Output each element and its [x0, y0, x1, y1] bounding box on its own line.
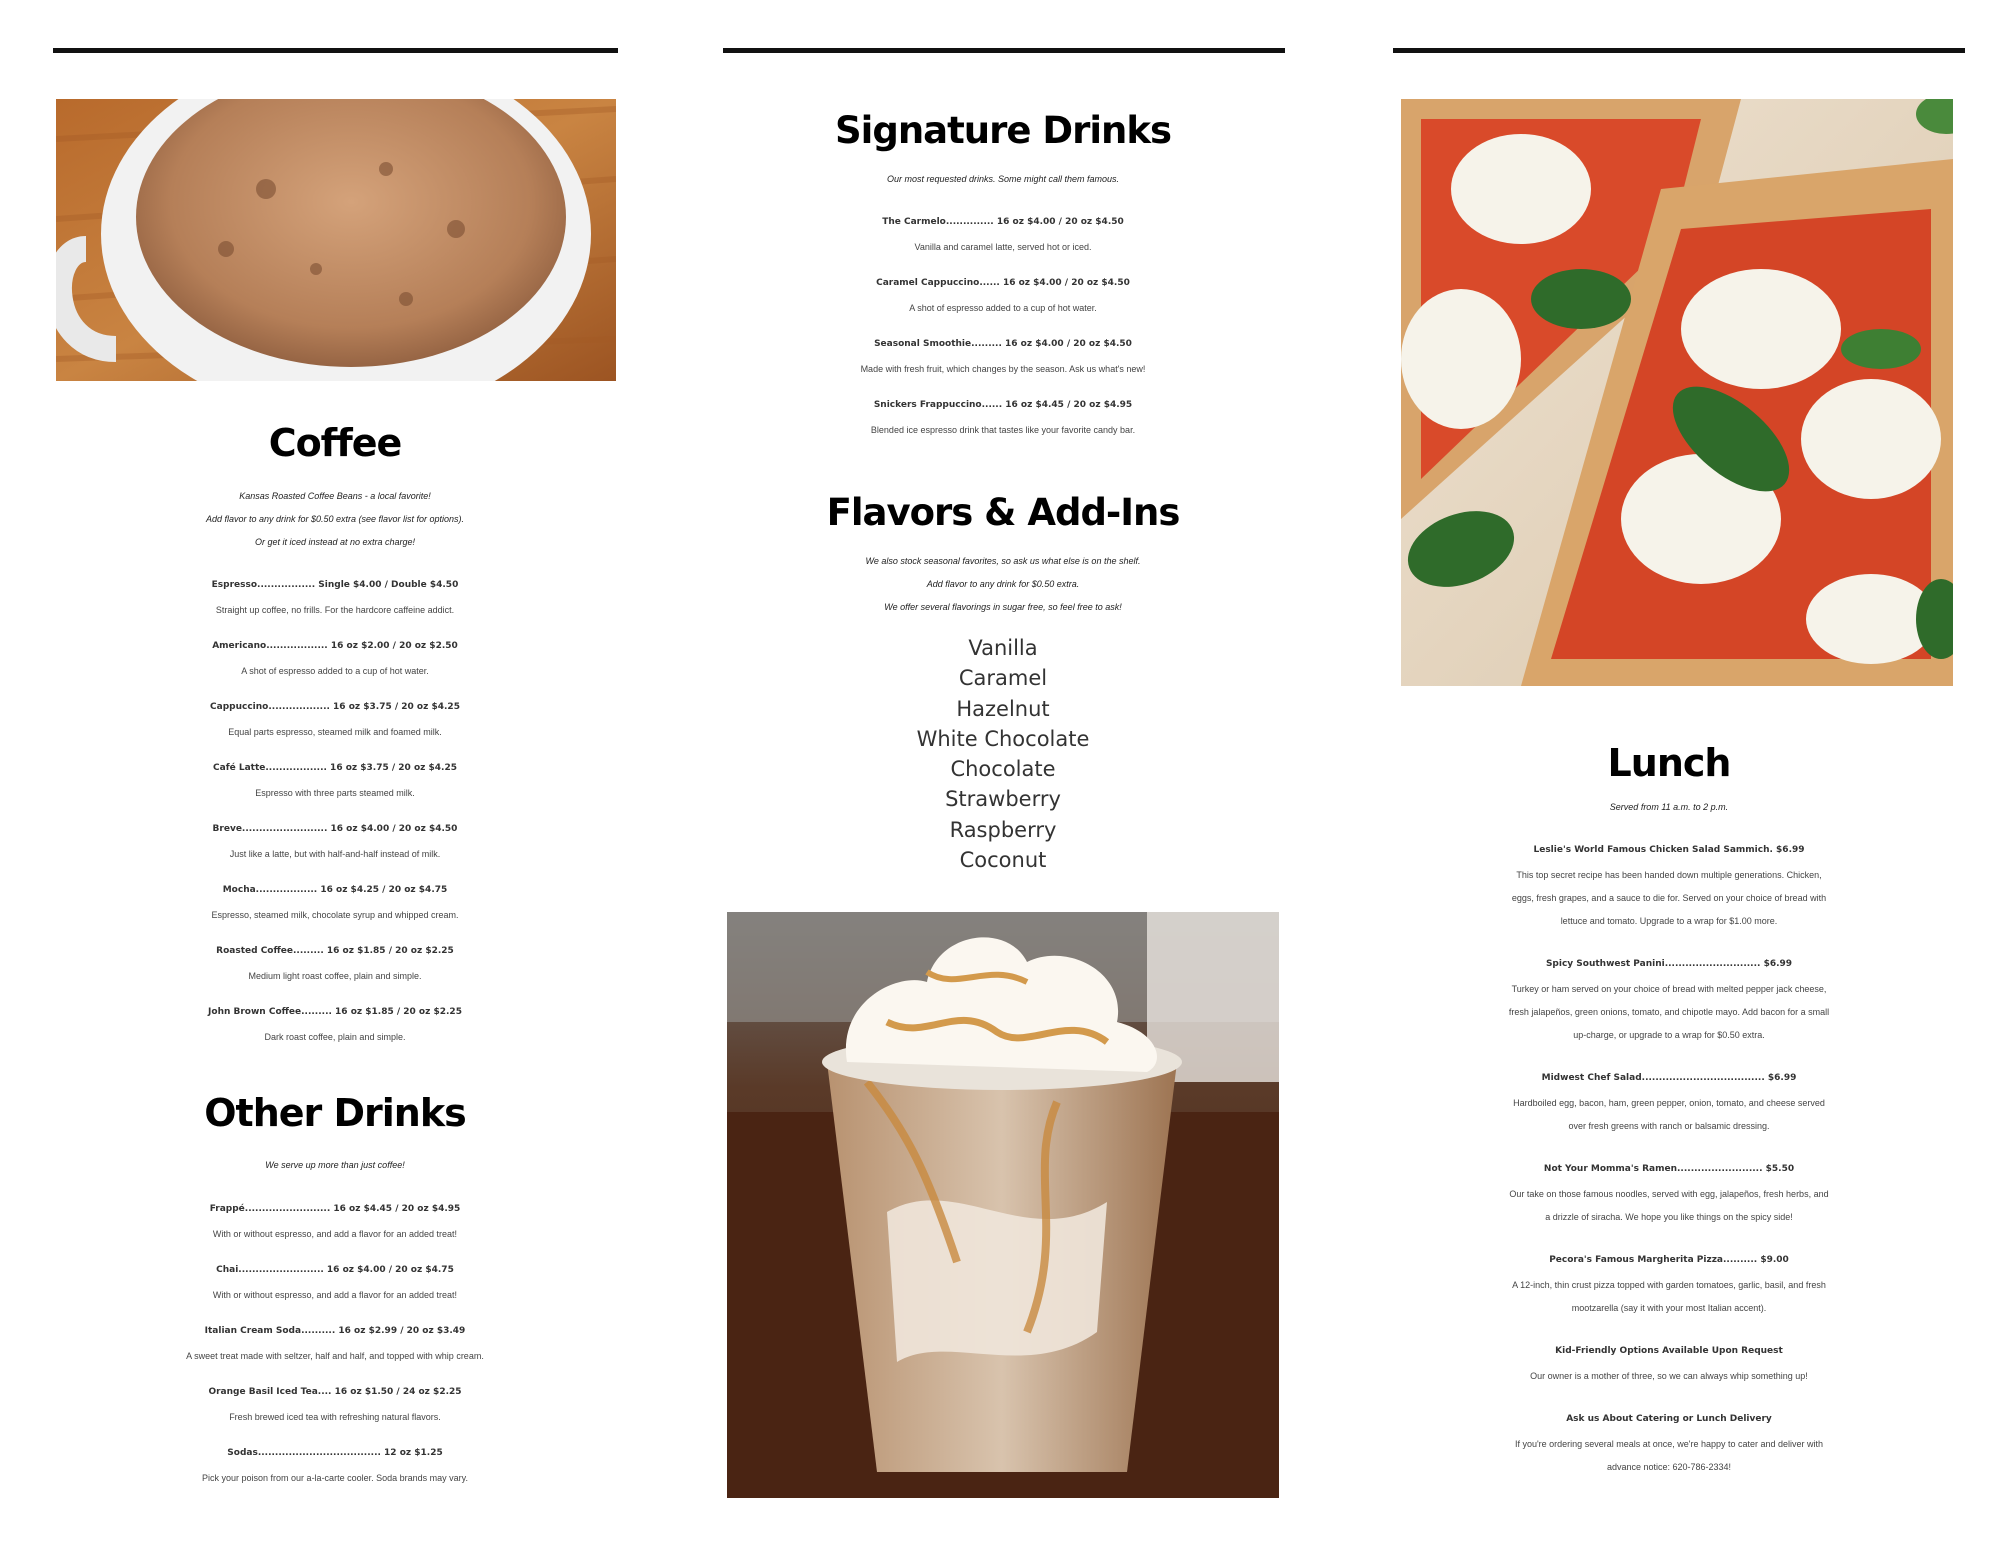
- intro-line: We offer several flavorings in sugar free, so feel free to ask!: [884, 602, 1122, 612]
- item-desc: Just like a latte, but with half-and-half instead of milk.: [229, 849, 441, 859]
- menu-item: [1338, 1155, 2000, 1229]
- item-desc: Vanilla and caramel latte, served hot or iced.: [914, 242, 1092, 252]
- item-desc: [1338, 978, 2000, 1047]
- flavor-item: Strawberry: [945, 787, 1061, 812]
- item-desc: [1338, 1183, 2000, 1229]
- menu-item: [668, 330, 1338, 381]
- item-name: Americano.................. 16 oz $2.00 / 20 oz $2.50: [212, 641, 458, 651]
- intro-line: We also stock seasonal favorites, so ask us what else is on the shelf.: [865, 556, 1141, 566]
- coffee-intro: [0, 485, 670, 554]
- item-name: Roasted Coffee......... 16 oz $1.85 / 20 oz $2.25: [216, 946, 454, 956]
- flavor-item: Hazelnut: [956, 696, 1050, 721]
- desc-line: lettuce and tomato. Upgrade to a wrap for $1.00 more.: [1560, 916, 1778, 926]
- item-name: Cappuccino.................. 16 oz $3.75 / 20 oz $4.25: [210, 702, 460, 712]
- flavors-title: Flavors & Add-Ins: [826, 491, 1180, 534]
- menu-item: [1338, 836, 2000, 933]
- menu-item: [1338, 1064, 2000, 1138]
- item-name: Midwest Chef Salad.................................... $6.99: [1541, 1073, 1797, 1083]
- menu-item: [0, 1256, 670, 1307]
- item-name: Caramel Cappuccino...... 16 oz $4.00 / 20 oz $4.50: [876, 278, 1130, 288]
- item-name: Frappé......................... 16 oz $4.45 / 20 oz $4.95: [209, 1204, 461, 1214]
- menu-item: [1338, 1405, 2000, 1479]
- coffee-column: [0, 0, 670, 1550]
- menu-item: [0, 632, 670, 683]
- desc-line: A 12-inch, thin crust pizza topped with garden tomatoes, garlic, basil, and fresh: [1512, 1280, 1826, 1290]
- lunch-intro: [1338, 796, 2000, 819]
- flavor-list: [668, 633, 1338, 875]
- menu-item: [668, 269, 1338, 320]
- item-name: Café Latte.................. 16 oz $3.75 / 20 oz $4.25: [213, 763, 457, 773]
- caramel-frappe-photo: [727, 912, 1279, 1498]
- top-rule: [1393, 48, 1965, 53]
- desc-line: fresh jalapeños, green onions, tomato, and chipotle mayo. Add bacon for a small: [1508, 1007, 1830, 1017]
- item-name: Seasonal Smoothie......... 16 oz $4.00 / 20 oz $4.50: [874, 339, 1132, 349]
- item-desc: A sweet treat made with seltzer, half and half, and topped with whip cream.: [186, 1351, 484, 1361]
- menu-item: [668, 391, 1338, 442]
- top-rule: [723, 48, 1285, 53]
- item-desc: [1338, 1433, 2000, 1479]
- menu-item: [0, 754, 670, 805]
- signature-intro: [668, 168, 1338, 191]
- desc-line: Our owner is a mother of three, so we can always whip something up!: [1530, 1371, 1808, 1381]
- flavor-item: White Chocolate: [916, 726, 1090, 751]
- item-desc: [1338, 1092, 2000, 1138]
- item-name: John Brown Coffee......... 16 oz $1.85 / 20 oz $2.25: [208, 1007, 462, 1017]
- menu-item: [0, 876, 670, 927]
- item-desc: With or without espresso, and add a flavor for an added treat!: [212, 1290, 458, 1300]
- desc-line: This top secret recipe has been handed down multiple generations. Chicken,: [1516, 870, 1822, 880]
- lunch-title: Lunch: [1607, 741, 1731, 785]
- desc-line: eggs, fresh grapes, and a sauce to die for. Served on your choice of bread with: [1511, 893, 1827, 903]
- item-name: Snickers Frappuccino...... 16 oz $4.45 / 20 oz $4.95: [873, 400, 1133, 410]
- coffee-cup-photo: [56, 99, 616, 381]
- menu-item: [1338, 1246, 2000, 1320]
- item-name: Leslie's World Famous Chicken Salad Sammich. $6.99: [1533, 845, 1805, 855]
- item-name: Orange Basil Iced Tea.... 16 oz $1.50 / 24 oz $2.25: [208, 1387, 462, 1397]
- signature-column: [668, 0, 1338, 1550]
- intro-line: Our most requested drinks. Some might call them famous.: [886, 174, 1120, 184]
- intro-line: Add flavor to any drink for $0.50 extra.: [926, 579, 1080, 589]
- item-desc: Straight up coffee, no frills. For the hardcore caffeine addict.: [215, 605, 455, 615]
- item-desc: [1338, 1365, 2000, 1388]
- desc-line: up-charge, or upgrade to a wrap for $0.50 extra.: [1573, 1030, 1765, 1040]
- item-name: Chai......................... 16 oz $4.00 / 20 oz $4.75: [216, 1265, 454, 1275]
- item-desc: Pick your poison from our a-la-carte cooler. Soda brands may vary.: [202, 1473, 468, 1483]
- menu-item: [0, 937, 670, 988]
- menu-item: [0, 998, 670, 1049]
- intro-line: Served from 11 a.m. to 2 p.m.: [1609, 802, 1729, 812]
- desc-line: Turkey or ham served on your choice of bread with melted pepper jack cheese,: [1511, 984, 1827, 994]
- item-desc: With or without espresso, and add a flavor for an added treat!: [212, 1229, 458, 1239]
- item-name: Not Your Momma's Ramen......................... $5.50: [1543, 1164, 1795, 1174]
- desc-line: over fresh greens with ranch or balsamic dressing.: [1568, 1121, 1770, 1131]
- top-rule: [53, 48, 618, 53]
- item-desc: Espresso, steamed milk, chocolate syrup and whipped cream.: [211, 910, 459, 920]
- item-name: Ask us About Catering or Lunch Delivery: [1566, 1414, 1772, 1424]
- item-name: Spicy Southwest Panini............................ $6.99: [1545, 959, 1793, 969]
- item-desc: Fresh brewed iced tea with refreshing natural flavors.: [229, 1412, 441, 1422]
- flavors-intro: [668, 550, 1338, 619]
- menu-item: [1338, 1337, 2000, 1388]
- desc-line: mootzarella (say it with your most Italian accent).: [1571, 1303, 1767, 1313]
- item-desc: Made with fresh fruit, which changes by the season. Ask us what's new!: [860, 364, 1146, 374]
- flavor-item: Coconut: [959, 848, 1047, 873]
- menu-item: [0, 1195, 670, 1246]
- item-name: Mocha.................. 16 oz $4.25 / 20 oz $4.75: [222, 885, 448, 895]
- other-drinks-intro: [0, 1154, 670, 1177]
- item-desc: Equal parts espresso, steamed milk and foamed milk.: [228, 727, 442, 737]
- flavor-item: Caramel: [958, 666, 1048, 691]
- item-desc: Dark roast coffee, plain and simple.: [264, 1032, 406, 1042]
- menu-item: [0, 1317, 670, 1368]
- item-desc: Blended ice espresso drink that tastes like your favorite candy bar.: [870, 425, 1136, 435]
- signature-drinks-title: Signature Drinks: [835, 109, 1171, 152]
- item-name: Italian Cream Soda.......... 16 oz $2.99 / 20 oz $3.49: [204, 1326, 466, 1336]
- desc-line: If you're ordering several meals at once, we're happy to cater and deliver with: [1514, 1439, 1824, 1449]
- intro-line: Kansas Roasted Coffee Beans - a local favorite!: [239, 491, 431, 501]
- item-desc: Medium light roast coffee, plain and simple.: [248, 971, 422, 981]
- menu-item: [668, 208, 1338, 259]
- item-desc: A shot of espresso added to a cup of hot water.: [241, 666, 429, 676]
- desc-line: Our take on those famous noodles, served with egg, jalapeños, fresh herbs, and: [1509, 1189, 1829, 1199]
- item-name: Pecora's Famous Margherita Pizza.......... $9.00: [1549, 1255, 1789, 1265]
- flavor-item: Vanilla: [968, 636, 1038, 660]
- menu-item: [0, 1439, 670, 1490]
- lunch-column: [1338, 0, 2000, 1550]
- intro-line: We serve up more than just coffee!: [265, 1160, 405, 1170]
- flavor-item: Chocolate: [950, 757, 1056, 782]
- item-name: Breve......................... 16 oz $4.00 / 20 oz $4.50: [212, 824, 458, 834]
- item-name: Sodas.................................... 12 oz $1.25: [227, 1448, 443, 1458]
- desc-line: Hardboiled egg, bacon, ham, green pepper, onion, tomato, and cheese served: [1513, 1098, 1825, 1108]
- item-desc: A shot of espresso added to a cup of hot water.: [909, 303, 1097, 313]
- flavor-item: Raspberry: [949, 817, 1057, 842]
- menu-item: [0, 693, 670, 744]
- menu-item: [0, 815, 670, 866]
- menu-item: [0, 1378, 670, 1429]
- item-desc: [1338, 1274, 2000, 1320]
- intro-line: Or get it iced instead at no extra charge!: [254, 537, 416, 547]
- desc-line: advance notice: 620-786-2334!: [1606, 1462, 1732, 1472]
- item-desc: [1338, 864, 2000, 933]
- intro-line: Add flavor to any drink for $0.50 extra (see flavor list for options).: [205, 514, 465, 524]
- item-name: The Carmelo.............. 16 oz $4.00 / 20 oz $4.50: [882, 217, 1124, 227]
- desc-line: a drizzle of siracha. We hope you like things on the spicy side!: [1545, 1212, 1793, 1222]
- item-desc: Espresso with three parts steamed milk.: [255, 788, 415, 798]
- coffee-title: Coffee: [268, 421, 402, 465]
- menu-item: [1338, 950, 2000, 1047]
- margherita-pizza-photo: [1401, 99, 1953, 686]
- item-name: Kid-Friendly Options Available Upon Request: [1555, 1346, 1783, 1356]
- other-drinks-title: Other Drinks: [204, 1091, 466, 1135]
- menu-item: [0, 571, 670, 622]
- item-name: Espresso................. Single $4.00 / Double $4.50: [211, 580, 459, 590]
